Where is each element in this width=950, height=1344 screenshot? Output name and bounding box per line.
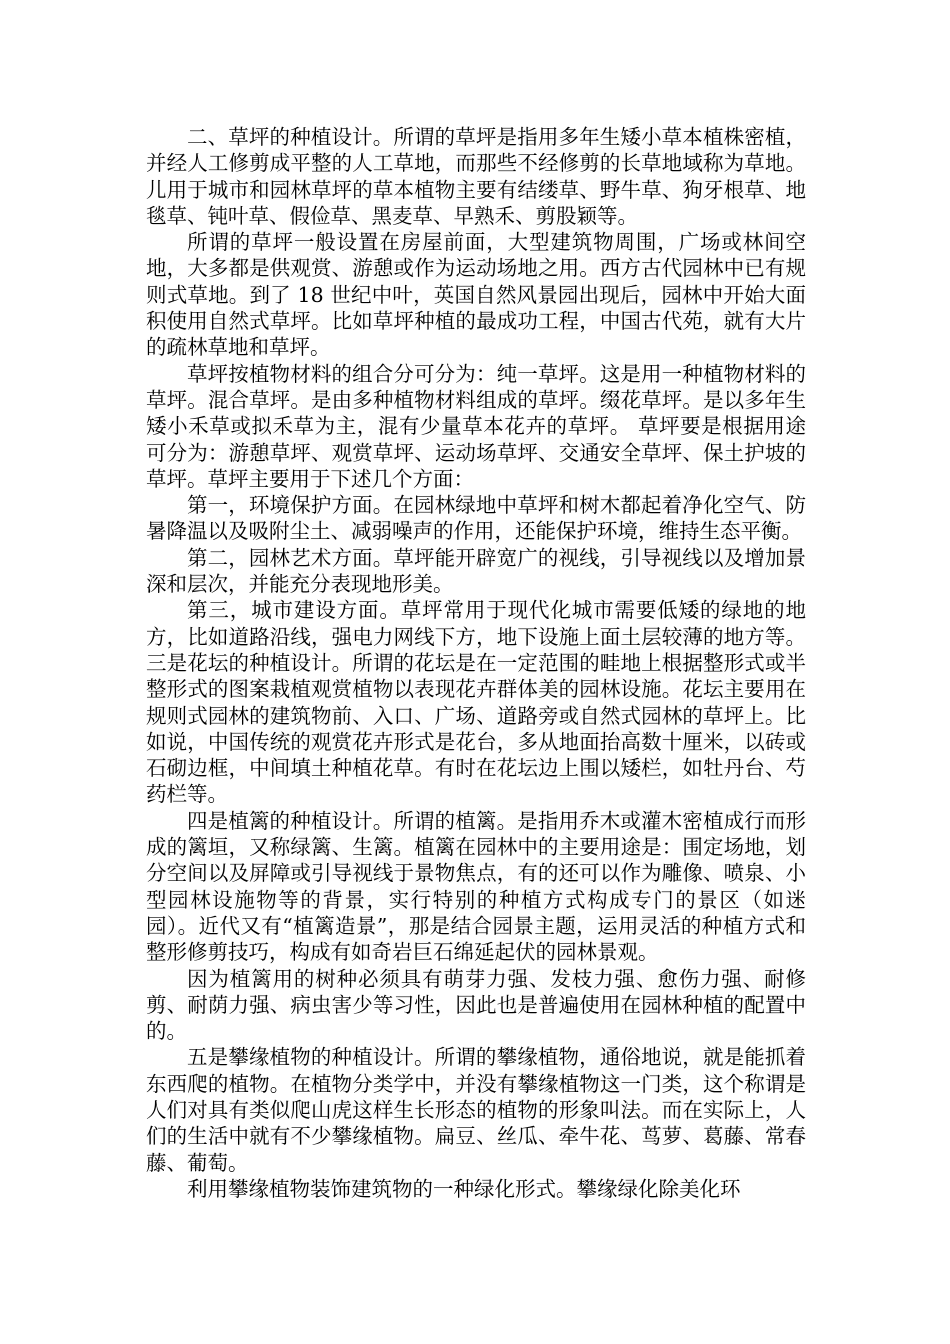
- paragraph-climbing-plants: 五是攀缘植物的种植设计。所谓的攀缘植物，通俗地说，就是能抓着东西爬的植物。在植物分类学中，并没有攀缘植物这一门类，这个称谓是人们对具有类似爬山虎这样生长形态的植物的形象叫法。而在实际上，人们的生活中就有不少攀缘植物。扁豆、丝瓜、牵牛花、茑萝、葛藤、常春藤、葡萄。: [146, 1045, 806, 1175]
- paragraph-lawn-placement: 所谓的草坪一般设置在房屋前面，大型建筑物周围，广场或林间空地，大多都是供观赏、游憩或作为运动场地之用。西方古代园林中已有规则式草地。到了 18 世纪中叶，英国自然风景园出现后，园林中开始大面积使用自然式草坪。比如草坪种植的最成功工程，中国古代苑，就有大片的疏林草地和草坪。: [146, 230, 806, 360]
- paragraph-environment: 第一，环境保护方面。在园林绿地中草坪和树木都起着净化空气、防暑降温以及吸附尘土、减弱噪声的作用，还能保护环境，维持生态平衡。: [146, 493, 806, 544]
- paragraph-climbing-greening: 利用攀缘植物装饰建筑物的一种绿化形式。攀缘绿化除美化环: [187, 1176, 741, 1201]
- paragraph-hedge-design: 四是植篱的种植设计。所谓的植篱。是指用乔木或灌木密植成行而形成的篱垣，又称绿篱、生篱。植篱在园林中的主要用途是：围定场地，划分空间以及屏障或引导视线于景物焦点，有的还可以作为雕像、喷泉、小型园林设施物等的背景，实行特别的种植方式构成专门的景区（如迷园）。近代又有“植篱造景”，那是结合园景主题，运用灵活的种植方式和整形修剪技巧，构成有如奇岩巨石绵延起伏的园林景观。: [146, 808, 806, 965]
- paragraph-hedge-species: 因为植篱用的树种必须具有萌芽力强、发枝力强、愈伤力强、耐修剪、耐荫力强、病虫害少等习性，因此也是普遍使用在园林种植的配置中的。: [146, 966, 806, 1044]
- document-body: [146, 124, 806, 1202]
- paragraph-lawn-design: 二、草坪的种植设计。所谓的草坪是指用多年生矮小草本植株密植，并经人工修剪成平整的人工草地，而那些不经修剪的长草地域称为草地。儿用于城市和园林草坪的草本植物主要有结缕草、野牛草、狗牙根草、地毯草、钝叶草、假俭草、黑麦草、早熟禾、剪股颖等。: [146, 125, 806, 228]
- paragraph-garden-art: 第二，园林艺术方面。草坪能开辟宽广的视线，引导视线以及增加景深和层次，并能充分表现地形美。: [146, 545, 806, 597]
- paragraph-city-flowerbed: 第三，城市建设方面。草坪常用于现代化城市需要低矮的绿地的地方，比如道路沿线，强电力网线下方，地下设施上面土层较薄的地方等。三是花坛的种植设计。所谓的花坛是在一定范围的畦地上根据整形式或半整形式的图案栽植观赏植物以表现花卉群体美的园林设施。花坛主要用在规则式园林的建筑物前、入口、广场、道路旁或自然式园林的草坪上。比如说，中国传统的观赏花卉形式是花台，多从地面抬高数十厘米，以砖或石砌边框，中间填土种植花草。有时在花坛边上围以矮栏，如牡丹台、芍药栏等。: [146, 598, 806, 807]
- paragraph-lawn-types: 草坪按植物材料的组合分可分为：纯一草坪。这是用一种植物材料的草坪。混合草坪。是由多种植物材料组成的草坪。缀花草坪。是以多年生矮小禾草或拟禾草为主，混有少量草本花卉的草坪。 草坪要是根据用途可分为：游憩草坪、观赏草坪、运动场草坪、交通安全草坪、保土护坡的草坪。草坪主要用于下述几个方面：: [146, 361, 806, 491]
